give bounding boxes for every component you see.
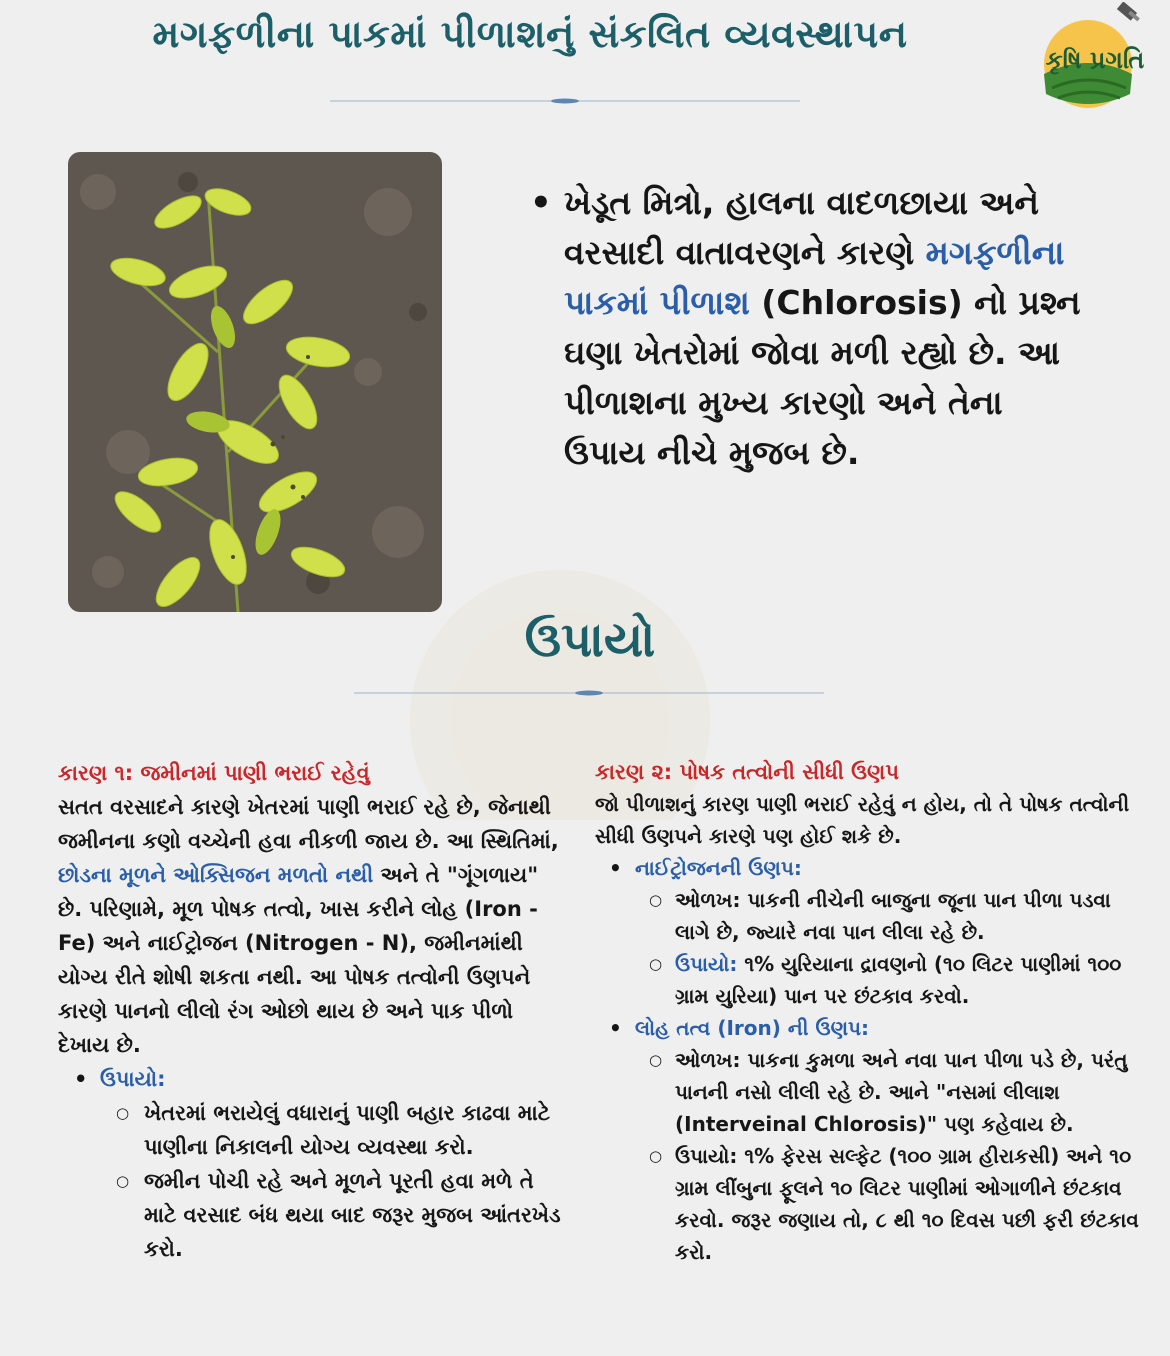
cause1-remedies-list bbox=[58, 1062, 568, 1266]
intro-paragraph bbox=[530, 178, 1090, 478]
bullet-icon: • bbox=[530, 183, 552, 223]
cause2-section bbox=[595, 756, 1140, 1268]
cause2-title: કારણ ૨: પોષક તત્વોની સીધી ઉણપ bbox=[595, 760, 899, 784]
intro-text-before: ખેડૂત મિત્રો, હાલના વાદળછાયા અને વરસાદી વાતાવરણને કારણે bbox=[564, 183, 1040, 272]
iron-deficiency-label: • લોહ તત્વ (Iron) ની ઉણપ: bbox=[595, 1012, 1140, 1044]
remedies-divider bbox=[354, 690, 824, 696]
cause1-remedy-item: ○ જમીન પોચી રહે અને મૂળને પૂરતી હવા મળે તે માટે વરસાદ બંધ થયા બાદ જરૂર મુજબ આંતરખેડ કરો. bbox=[58, 1164, 568, 1266]
iron-id-label: ઓળખ: bbox=[675, 1048, 741, 1072]
cause1-text-a: સતત વરસાદને કારણે ખેતરમાં પાણી ભરાઈ રહે છે, જેનાથી જમીનના કણો વચ્ચેની હવા નીકળી જાય છે. આ સ્થિતિમાં, bbox=[58, 795, 559, 853]
cause1-remedies-label: • ઉપાયો: bbox=[58, 1062, 568, 1096]
iron-remedy-label: ઉપાયો: bbox=[675, 1144, 738, 1168]
nitrogen-deficiency-label: • નાઈટ્રોજનની ઉણપ: bbox=[595, 852, 1140, 884]
intro-text-after: (Chlorosis) નો પ્રશ્ન ઘણા ખેતરોમાં જોવા મળી રહ્યો છે. આ પીળાશના મુખ્ય કારણો અને તેના ઉપાય નીચે મુજબ છે. bbox=[564, 283, 1081, 472]
cause1-description bbox=[58, 790, 568, 1062]
iron-remedy bbox=[595, 1140, 1140, 1268]
page-title: મગફળીના પાકમાં પીળાશનું સંકલિત વ્યવસ્થાપન bbox=[152, 12, 908, 56]
logo-text: કૃષિ પ્રગતિ bbox=[1045, 46, 1145, 74]
cause1-text-b: અને તે "ગૂંગળાય" છે. પરિણામે, મૂળ પોષક તત્વો, ખાસ કરીને લોહ (Iron - Fe) અને નાઈટ્રોજન (Nitrogen - N), જમીનમાંથી યોગ્ય રીતે શોષી શકતા નથી. આ પોષક તત્વોની ઉણપને કારણે પાનનો લીલો રંગ ઓછો થાય છે અને પાક પીળો દેખાય છે. bbox=[58, 863, 539, 1057]
nitrogen-remedy-text: ૧% યુરિયાના દ્રાવણનો (૧૦ લિટર પાણીમાં ૧૦૦ ગ્રામ યુરિયા) પાન પર છંટકાવ કરવો. bbox=[675, 952, 1122, 1008]
nitrogen-remedy-label: ઉપાયો: bbox=[675, 952, 738, 976]
nitrogen-identification bbox=[595, 884, 1140, 948]
remedies-heading: ઉપાયો bbox=[524, 612, 656, 668]
title-divider bbox=[330, 98, 800, 104]
nitrogen-remedy bbox=[595, 948, 1140, 1012]
iron-remedy-text: ૧% ફેરસ સલ્ફેટ (૧૦૦ ગ્રામ હીરાકસી) અને ૧૦ ગ્રામ લીંબુના ફૂલને ૧૦ લિટર પાણીમાં ઓગાળીને છંટકાવ કરવો. જરૂર જણાય તો, ૮ થી ૧૦ દિવસ પછી ફરી છંટકાવ કરો. bbox=[675, 1144, 1139, 1264]
iron-identification bbox=[595, 1044, 1140, 1140]
chlorotic-peanut-plant-image bbox=[68, 152, 442, 612]
cause1-highlight: છોડના મૂળને ઓક્સિજન મળતો નથી bbox=[58, 863, 374, 887]
peanut-crop-photo bbox=[68, 152, 442, 612]
cause2-description: જો પીળાશનું કારણ પાણી ભરાઈ રહેવું ન હોય, તો તે પોષક તત્વોની સીધી ઉણપને કારણે પણ હોઈ શકે છે. bbox=[595, 792, 1130, 848]
cause2-deficiency-list bbox=[595, 852, 1140, 1268]
cause1-title: કારણ ૧: જમીનમાં પાણી ભરાઈ રહેવું bbox=[58, 761, 370, 785]
nitrogen-id-label: ઓળખ: bbox=[675, 888, 741, 912]
nitrogen-id-text: પાકની નીચેની બાજુના જૂના પાન પીળા પડવા લાગે છે, જ્યારે નવા પાન લીલા રહે છે. bbox=[675, 888, 1111, 944]
intro-highlight: મગફળીના પાકમાં પીળાશ bbox=[564, 233, 1065, 322]
iron-id-text: પાકના કુમળા અને નવા પાન પીળા પડે છે, પરંતુ પાનની નસો લીલી રહે છે. આને "નસમાં લીલાશ (Interveinal Chlorosis)" પણ કહેવાય છે. bbox=[675, 1048, 1128, 1136]
cause1-section bbox=[58, 756, 568, 1266]
cause1-remedy-item: ○ ખેતરમાં ભરાયેલું વધારાનું પાણી બહાર કાઢવા માટે પાણીના નિકાલની યોગ્ય વ્યવસ્થા કરો. bbox=[58, 1096, 568, 1164]
